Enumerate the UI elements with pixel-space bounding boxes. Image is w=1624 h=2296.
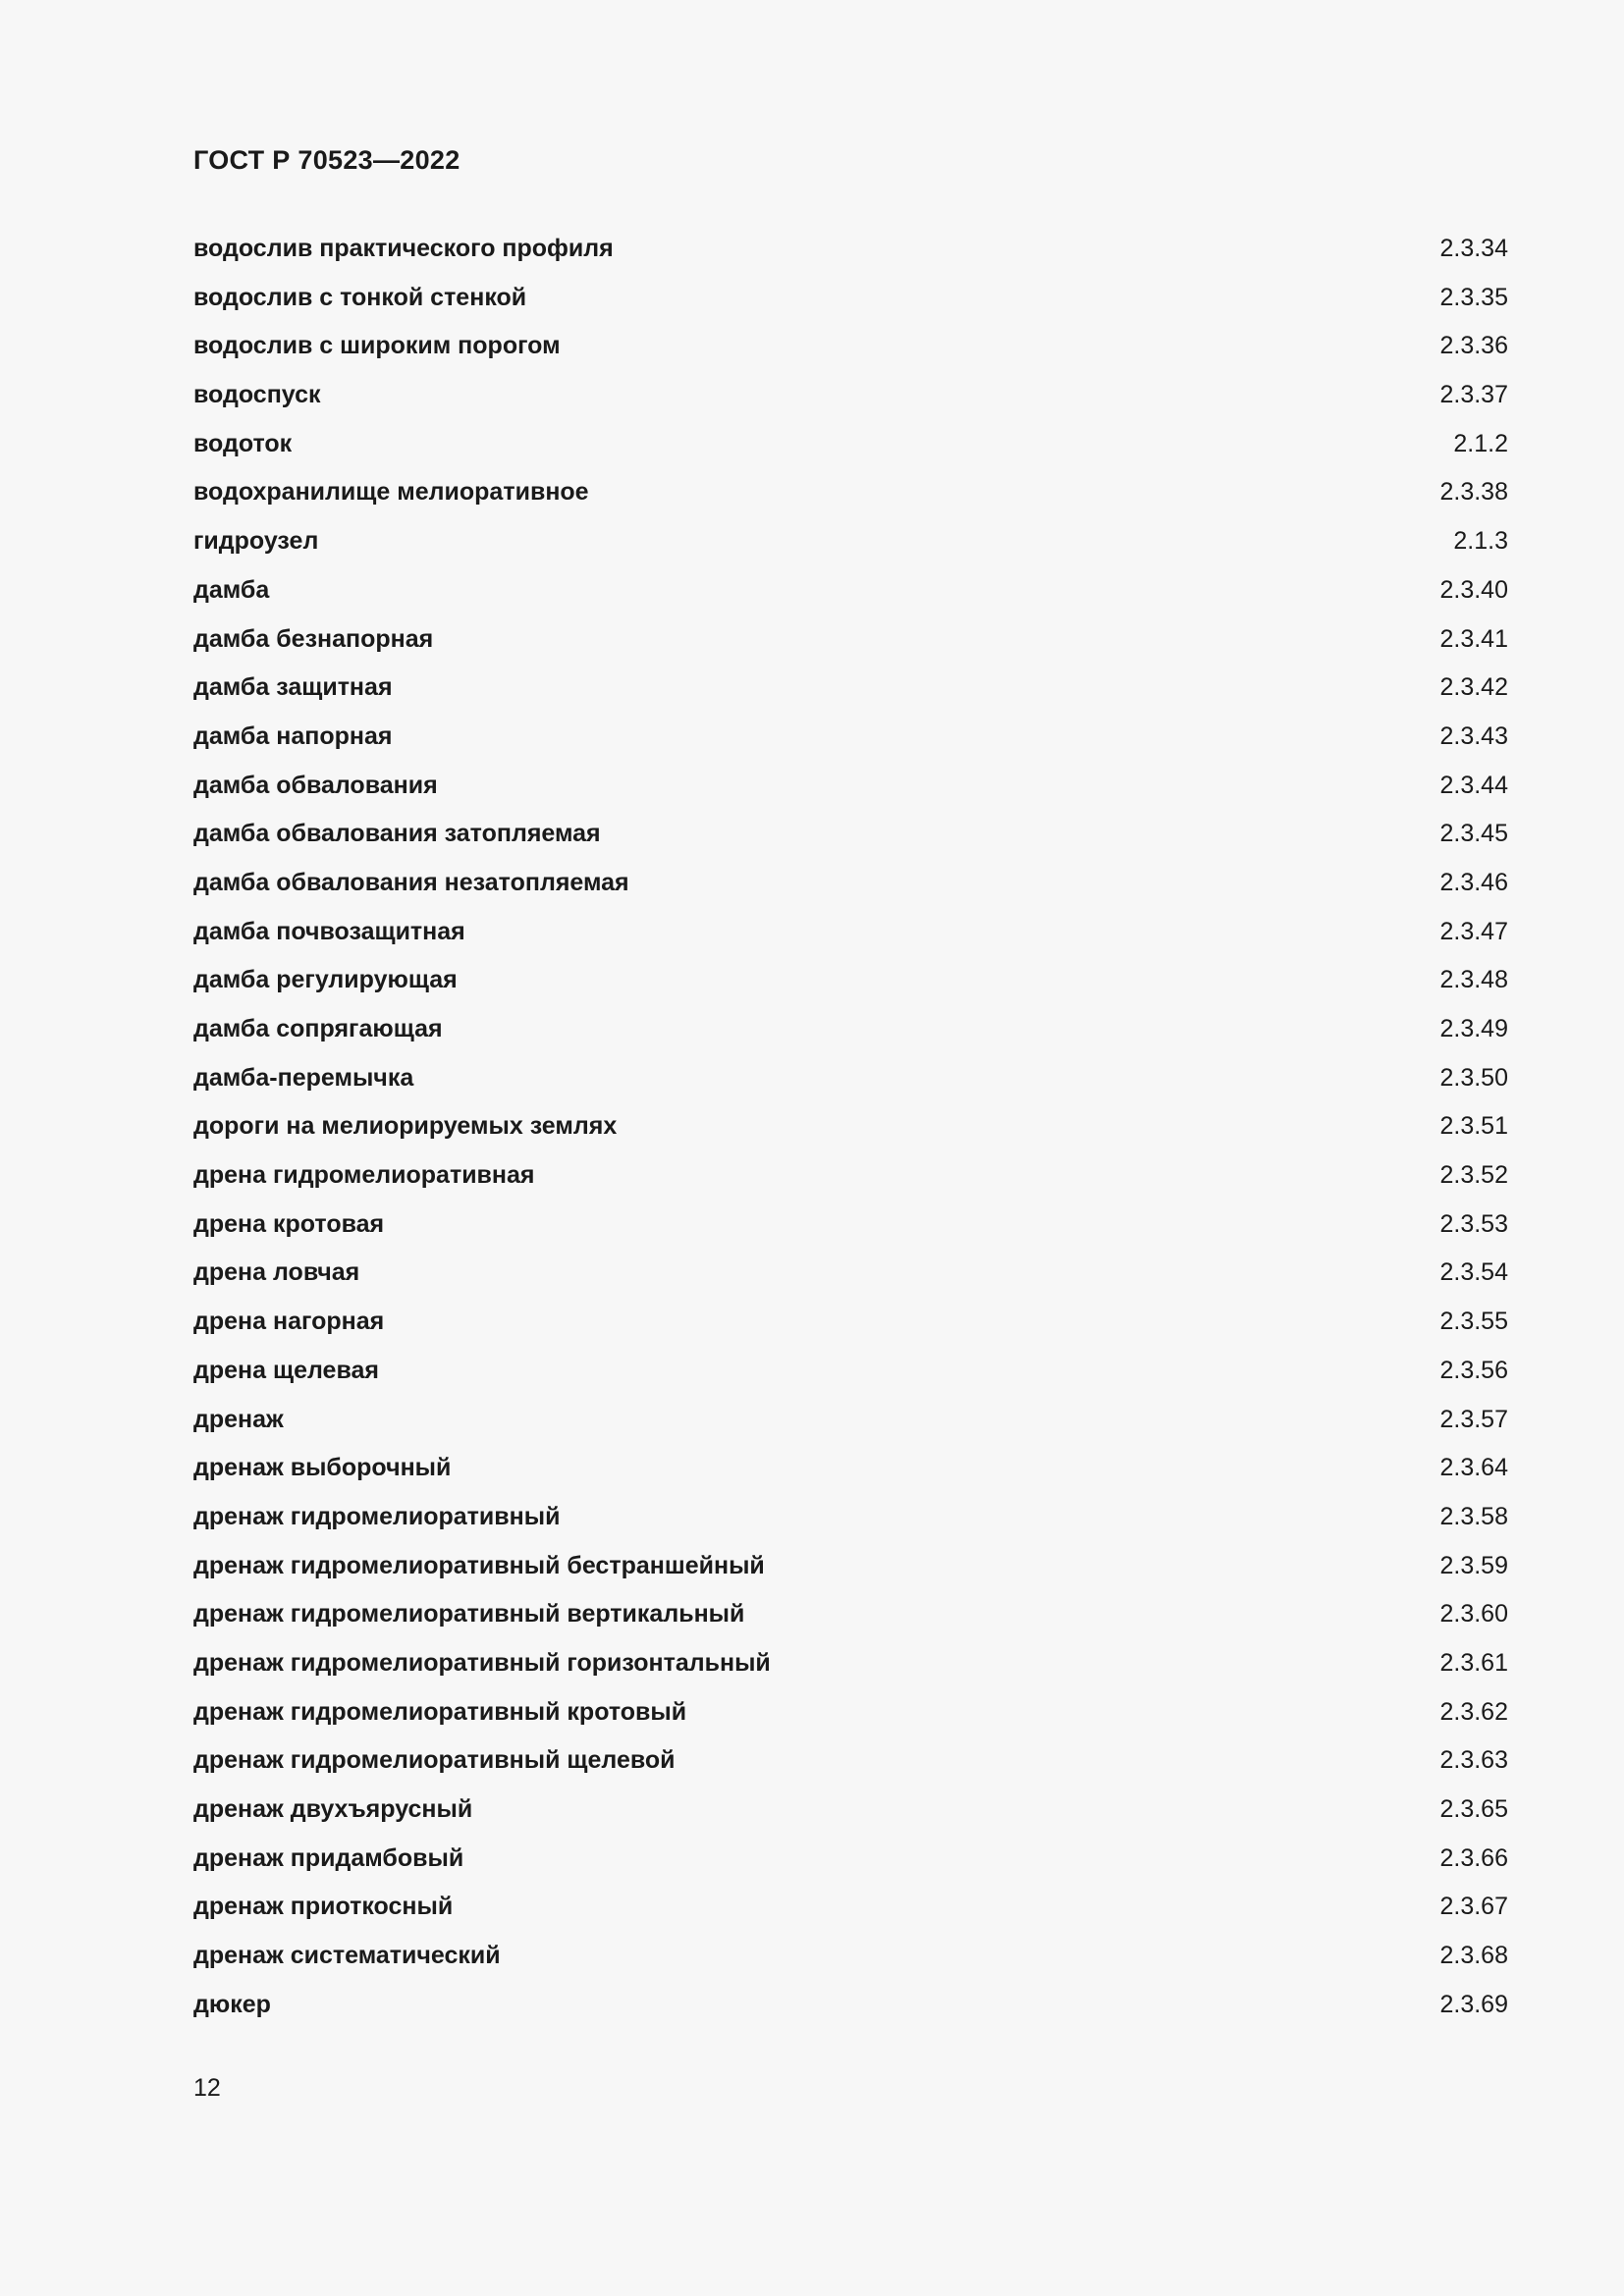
index-entry: [193, 771, 1508, 820]
index-entry: [193, 868, 1508, 917]
index-term: дренаж: [193, 1405, 284, 1433]
index-entry: [193, 1551, 1508, 1600]
index-term: дрена нагорная: [193, 1308, 385, 1336]
index-reference-number: 2.3.60: [1439, 1600, 1508, 1629]
index-term: дренаж гидромелиоративный щелевой: [193, 1746, 676, 1775]
index-term: дренаж выборочный: [193, 1454, 452, 1482]
index-entry: [193, 1405, 1508, 1454]
index-entry: [193, 1307, 1508, 1356]
index-entry: [193, 1843, 1508, 1893]
index-term: дюкер: [193, 1990, 271, 2018]
index-reference-number: 2.3.66: [1439, 1843, 1508, 1872]
index-term: водослив с тонкой стенкой: [193, 283, 527, 311]
index-reference-number: 2.3.35: [1439, 283, 1508, 311]
index-reference-number: 2.1.2: [1453, 429, 1508, 457]
index-reference-number: 2.3.49: [1439, 1015, 1508, 1042]
index-term: дамба обвалования: [193, 771, 438, 799]
index-term: дренаж систематический: [193, 1942, 501, 1970]
index-entry: [193, 1356, 1508, 1405]
index-entry: [193, 1599, 1508, 1648]
index-term: дамба регулирующая: [193, 966, 458, 994]
index-reference-number: 2.3.56: [1439, 1356, 1508, 1384]
index-term: водохранилище мелиоративное: [193, 478, 589, 507]
index-reference-number: 2.3.42: [1439, 673, 1508, 702]
index-term: дренаж гидромелиоративный горизонтальный: [193, 1648, 771, 1677]
index-entry: [193, 917, 1508, 966]
index-term: водоспуск: [193, 381, 321, 409]
index-reference-number: 2.3.37: [1439, 381, 1508, 409]
index-reference-number: 2.3.52: [1439, 1161, 1508, 1190]
index-term: дамба защитная: [193, 673, 393, 702]
index-reference-number: 2.3.46: [1439, 868, 1508, 896]
index-term: дренаж приоткосный: [193, 1893, 454, 1921]
index-term: дороги на мелиорируемых землях: [193, 1112, 618, 1141]
index-term: водослив практического профиля: [193, 235, 614, 262]
index-reference-number: 2.3.50: [1439, 1063, 1508, 1092]
index-reference-number: 2.3.43: [1439, 721, 1508, 750]
index-term: дамба сопрягающая: [193, 1015, 443, 1042]
index-reference-number: 2.3.41: [1439, 624, 1508, 653]
index-term: дамба напорная: [193, 721, 393, 750]
index-entry: [193, 672, 1508, 721]
index-reference-number: 2.3.55: [1439, 1308, 1508, 1336]
index-entry: [193, 819, 1508, 868]
index-entry: [193, 1209, 1508, 1258]
index-entry: [193, 1014, 1508, 1063]
index-entry: [193, 624, 1508, 673]
index-reference-number: 2.3.47: [1439, 917, 1508, 945]
index-entry: [193, 1745, 1508, 1794]
index-term: дренаж гидромелиоративный бестраншейный: [193, 1551, 765, 1579]
term-index-list: [193, 234, 1508, 2038]
index-term: дренаж гидромелиоративный кротовый: [193, 1697, 687, 1726]
index-reference-number: 2.3.63: [1439, 1746, 1508, 1775]
index-entry: [193, 1257, 1508, 1307]
index-entry: [193, 331, 1508, 380]
index-entry: [193, 965, 1508, 1014]
index-entry: [193, 721, 1508, 771]
index-term: дрена кротовая: [193, 1209, 385, 1238]
index-reference-number: 2.3.48: [1439, 966, 1508, 994]
index-reference-number: 2.3.57: [1439, 1405, 1508, 1433]
index-reference-number: 2.3.65: [1439, 1795, 1508, 1823]
index-reference-number: 2.3.38: [1439, 478, 1508, 507]
index-term: дренаж гидромелиоративный: [193, 1502, 561, 1530]
index-reference-number: 2.3.61: [1439, 1648, 1508, 1677]
index-entry: [193, 1160, 1508, 1209]
index-term: дамба-перемычка: [193, 1063, 414, 1092]
index-term: дамба безнапорная: [193, 624, 434, 653]
index-term: водоток: [193, 429, 293, 457]
index-entry: [193, 234, 1508, 283]
index-term: гидроузел: [193, 527, 319, 556]
index-reference-number: 2.3.34: [1439, 235, 1508, 262]
index-reference-number: 2.3.62: [1439, 1697, 1508, 1726]
index-reference-number: 2.3.64: [1439, 1454, 1508, 1482]
index-term: дамба обвалования затопляемая: [193, 820, 601, 848]
index-reference-number: 2.3.44: [1439, 771, 1508, 799]
index-reference-number: 2.3.69: [1439, 1990, 1508, 2018]
index-term: дамба почвозащитная: [193, 917, 465, 945]
index-reference-number: 2.3.58: [1439, 1502, 1508, 1530]
index-entry: [193, 1648, 1508, 1697]
index-reference-number: 2.3.68: [1439, 1942, 1508, 1970]
index-term: водослив с широким порогом: [193, 332, 561, 360]
index-term: дамба: [193, 575, 270, 604]
index-entry: [193, 1941, 1508, 1990]
index-entry: [193, 380, 1508, 429]
index-entry: [193, 1892, 1508, 1941]
index-reference-number: 2.3.54: [1439, 1258, 1508, 1287]
index-term: дренаж двухъярусный: [193, 1795, 473, 1823]
index-entry: [193, 1794, 1508, 1843]
index-term: дренаж гидромелиоративный вертикальный: [193, 1600, 745, 1629]
index-reference-number: 2.3.51: [1439, 1112, 1508, 1141]
index-entry: [193, 1990, 1508, 2039]
index-entry: [193, 1111, 1508, 1160]
index-entry: [193, 1697, 1508, 1746]
index-entry: [193, 1502, 1508, 1551]
index-reference-number: 2.3.59: [1439, 1551, 1508, 1579]
index-reference-number: 2.3.40: [1439, 575, 1508, 604]
index-term: дренаж придамбовый: [193, 1843, 464, 1872]
index-term: дрена щелевая: [193, 1356, 379, 1384]
index-entry: [193, 283, 1508, 332]
index-entry: [193, 429, 1508, 478]
page-number: 12: [193, 2074, 221, 2102]
index-reference-number: 2.3.53: [1439, 1209, 1508, 1238]
index-term: дрена ловчая: [193, 1258, 360, 1287]
index-term: дамба обвалования незатопляемая: [193, 868, 629, 896]
index-reference-number: 2.3.36: [1439, 332, 1508, 360]
index-term: дрена гидромелиоративная: [193, 1161, 535, 1190]
index-entry: [193, 1063, 1508, 1112]
index-entry: [193, 526, 1508, 575]
index-entry: [193, 477, 1508, 526]
index-entry: [193, 1453, 1508, 1502]
index-reference-number: 2.3.45: [1439, 820, 1508, 848]
index-reference-number: 2.3.67: [1439, 1893, 1508, 1921]
document-header: ГОСТ Р 70523—2022: [193, 145, 460, 175]
index-reference-number: 2.1.3: [1453, 527, 1508, 556]
index-entry: [193, 575, 1508, 624]
